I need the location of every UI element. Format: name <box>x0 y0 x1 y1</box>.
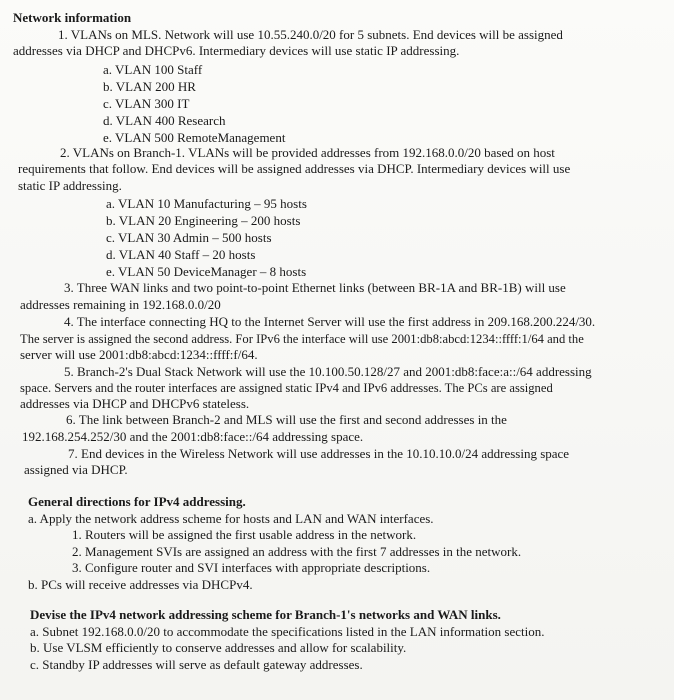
item1-line2: addresses via DHCP and DHCPv6. Intermediary devices will use static IP addressing. <box>13 43 460 58</box>
item1-line1: 1. VLANs on MLS. Network will use 10.55.240.0/20 for 5 subnets. End devices will be assigned <box>58 27 563 42</box>
devise-heading: Devise the IPv4 network addressing scheme for Branch-1's networks and WAN links. <box>30 607 501 622</box>
item5-line3: addresses via DHCP and DHCPv6 stateless. <box>20 396 250 411</box>
item5-line2: space. Servers and the router interfaces are assigned static IPv4 and IPv6 addresses. The PCs are assigned <box>20 381 553 395</box>
general-directions-b: b. PCs will receive addresses via DHCPv4. <box>28 577 253 592</box>
general-directions-a2: 2. Management SVIs are assigned an address with the first 7 addresses in the network. <box>72 544 522 559</box>
item4-line1: 4. The interface connecting HQ to the Internet Server will use the first address in 209.168.200.224/30. <box>64 314 596 329</box>
item7-line2: assigned via DHCP. <box>24 462 128 477</box>
vlan-300: c. VLAN 300 IT <box>103 96 190 111</box>
vlan-200: b. VLAN 200 HR <box>103 79 196 94</box>
item2-line3: static IP addressing. <box>18 178 122 193</box>
devise-b: b. Use VLSM efficiently to conserve addresses and allow for scalability. <box>30 640 407 655</box>
item3-line1: 3. Three WAN links and two point-to-point Ethernet links (between BR-1A and BR-1B) will use <box>64 280 566 295</box>
general-directions-a3: 3. Configure router and SVI interfaces with appropriate descriptions. <box>72 560 431 575</box>
item5-line1: 5. Branch-2's Dual Stack Network will use the 10.100.50.128/27 and 2001:db8:face:a::/64 addressing <box>64 364 592 379</box>
vlan-50: e. VLAN 50 DeviceManager – 8 hosts <box>106 264 307 279</box>
item2-line1: 2. VLANs on Branch-1. VLANs will be provided addresses from 192.168.0.0/20 based on host <box>60 145 555 160</box>
item7-line1: 7. End devices in the Wireless Network will use addresses in the 10.10.10.0/24 addressing space <box>68 446 570 461</box>
item3-line2: addresses remaining in 192.168.0.0/20 <box>20 297 221 312</box>
vlan-30: c. VLAN 30 Admin – 500 hosts <box>106 230 272 245</box>
general-directions-a: a. Apply the network address scheme for hosts and LAN and WAN interfaces. <box>28 511 434 526</box>
vlan-40: d. VLAN 40 Staff – 20 hosts <box>106 247 256 262</box>
vlan-10: a. VLAN 10 Manufacturing – 95 hosts <box>106 196 307 211</box>
general-directions-a1: 1. Routers will be assigned the first usable address in the network. <box>72 527 417 542</box>
vlan-100: a. VLAN 100 Staff <box>103 62 203 77</box>
item2-line2: requirements that follow. End devices will be assigned addresses via DHCP. Intermediary devices will use <box>18 161 571 176</box>
vlan-500: e. VLAN 500 RemoteManagement <box>103 130 286 145</box>
item4-line2: The server is assigned the second address. For IPv6 the interface will use 2001:db8:abcd:1234::ffff:1/64 and the <box>20 332 584 346</box>
devise-c: c. Standby IP addresses will serve as default gateway addresses. <box>30 657 363 672</box>
item6-line1: 6. The link between Branch-2 and MLS will use the first and second addresses in the <box>66 412 507 427</box>
network-information-heading: Network information <box>13 10 132 25</box>
general-directions-heading: General directions for IPv4 addressing. <box>28 494 246 509</box>
devise-a: a. Subnet 192.168.0.0/20 to accommodate the specifications listed in the LAN information section. <box>30 624 545 639</box>
vlan-20: b. VLAN 20 Engineering – 200 hosts <box>106 213 301 228</box>
item4-line3: server will use 2001:db8:abcd:1234::ffff:f/64. <box>20 347 258 362</box>
vlan-400: d. VLAN 400 Research <box>103 113 226 128</box>
item6-line2: 192.168.254.252/30 and the 2001:db8:face::/64 addressing space. <box>22 429 364 444</box>
